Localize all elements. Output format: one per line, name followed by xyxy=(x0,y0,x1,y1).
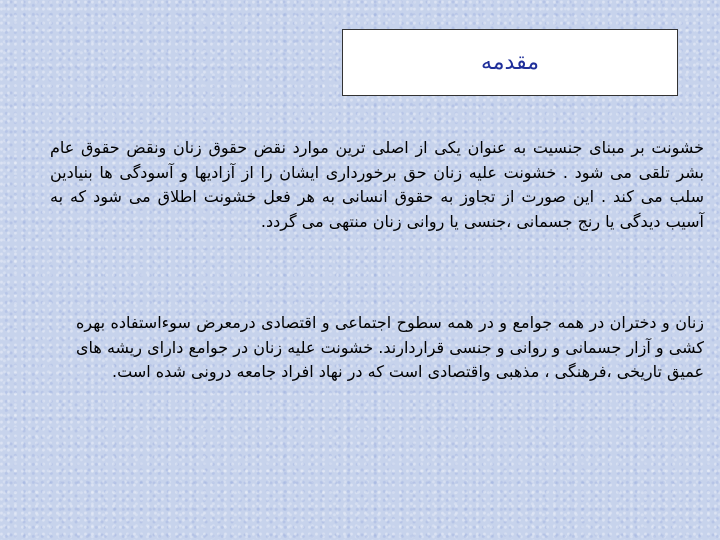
title-box xyxy=(342,29,678,96)
paragraph-intro: خشونت بر مبنای جنسیت به عنوان یکی از اصلی ترین موارد نقض حقوق زنان ونقض حقوق عام بشر تلقی می شود . خشونت علیه زنان حق برخورداری ایشان را از آزادیها و آسودگی ها بنیادین سلب می کند . این صورت از تجاوز به حقوق انسانی به هر فعل خشونت اطلاق می شود که به آسیب دیدگی یا رنج جسمانی ،جنسی یا روانی زنان منتهی می گردد. xyxy=(50,138,704,231)
slide-title: مقدمه xyxy=(480,50,540,75)
paragraph-second: زنان و دختران در همه جوامع و در همه سطوح اجتماعی و اقتصادی درمعرض سوءاستفاده بهره کشی و آزار جسمانی و روانی و جنسی قراردارند. خشونت علیه زنان در جوامع دارای ریشه های عمیق تاریخی ،فرهنگی ، مذهبی واقتصادی است که در نهاد افراد جامعه درونی شده است. xyxy=(76,313,704,381)
